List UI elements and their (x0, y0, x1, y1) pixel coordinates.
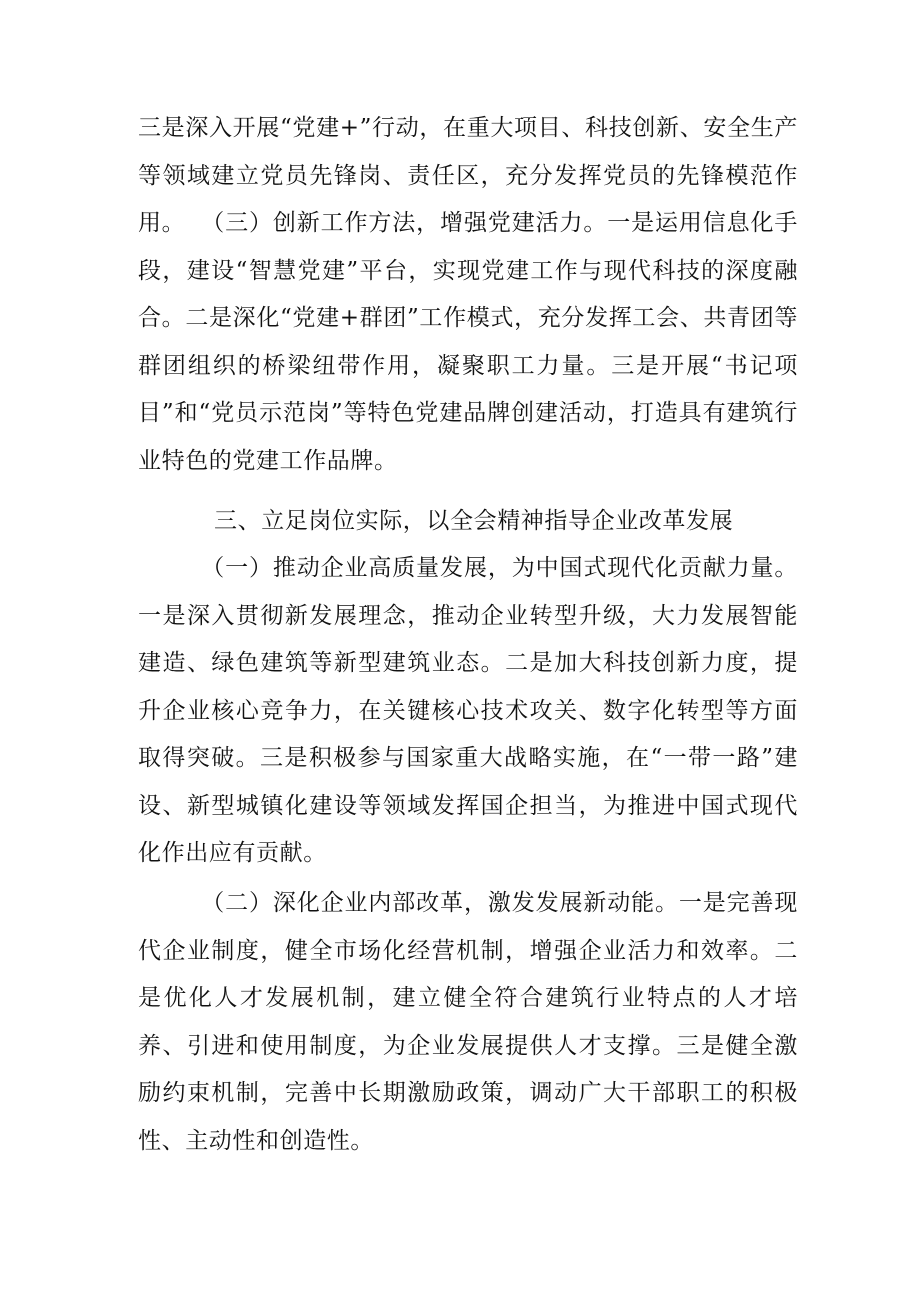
paragraph-party-building-action: 三是深入开展“党建+”行动，在重大项目、科技创新、安全生产等领域建立党员先锋岗、责任区，充分发挥党员的先锋模范作用。 (138, 115, 798, 236)
paragraph-internal-reform: （二）深化企业内部改革，激发发展新动能。一是完善现代企业制度，健全市场化经营机制，增强企业活力和效率。二是优化人才发展机制，建立健全符合建筑行业特点的人才培养、引进和使用制度，为企业发展提供人才支撑。三是健全激励约束机制，完善中长期激励政策，调动广大干部职工的积极性、主动性和创造性。 (138, 890, 798, 1154)
paragraph-innovate-work-methods: （三）创新工作方法，增强党建活力。一是运用信息化手段，建设“智慧党建”平台，实现党建工作与现代科技的深度融合。二是深化“党建+群团”工作模式，充分发挥工会、共青团等群团组织的桥梁纽带作用，凝聚职工力量。三是开展“书记项目”和“党员示范岗”等特色党建品牌创建活动，打造具有建筑行业特色的党建工作品牌。 (138, 210, 798, 474)
section-heading-three: 三、立足岗位实际，以全会精神指导企业改革发展 (214, 508, 734, 534)
paragraph-high-quality-development: （一）推动企业高质量发展，为中国式现代化贡献力量。一是深入贯彻新发展理念，推动企业转型升级，大力发展智能建造、绿色建筑等新型建筑业态。二是加大科技创新力度，提升企业核心竞争力，在关键核心技术攻关、数字化转型等方面取得突破。三是积极参与国家重大战略实施，在“一带一路”建设、新型城镇化建设等领域发挥国企担当，为推进中国式现代化作出应有贡献。 (138, 555, 798, 866)
